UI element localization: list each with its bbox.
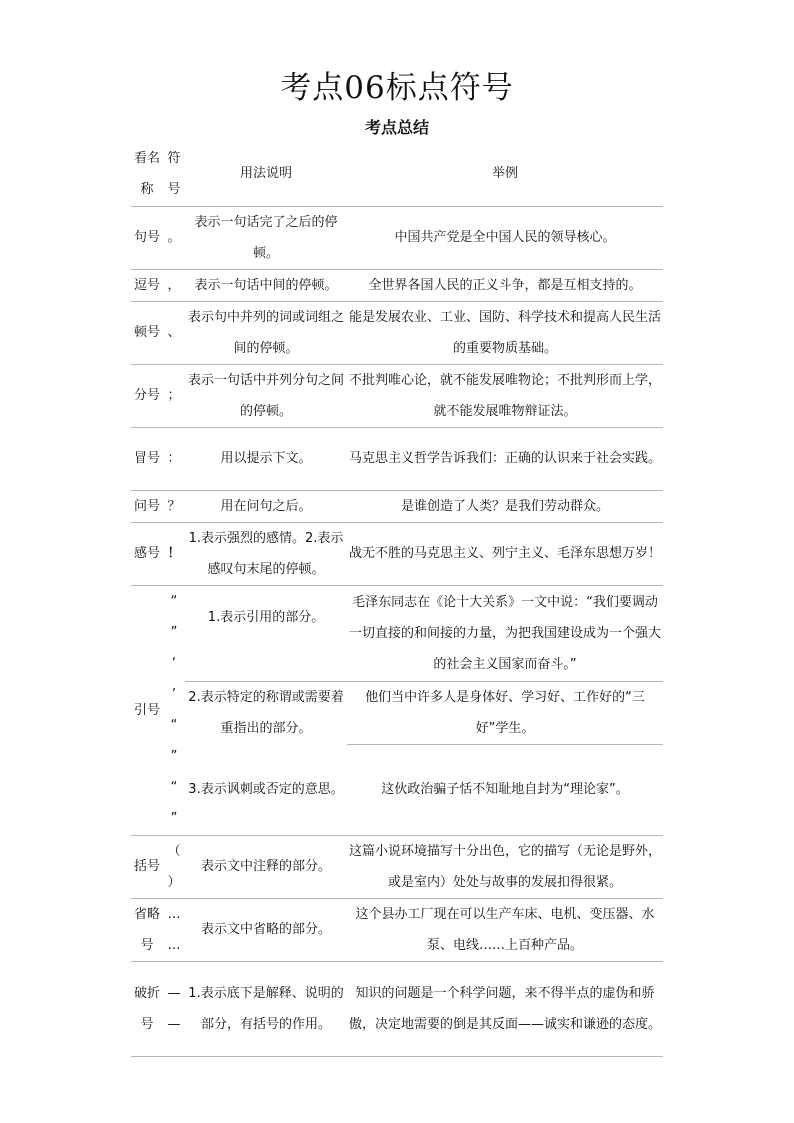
cell-symbol: ， (163, 269, 185, 301)
cell-name: 句号 (131, 206, 163, 269)
table-row (131, 898, 663, 961)
cell-example: 这伙政治骗子恬不知耻地自封为“理论家”。 (347, 744, 663, 835)
cell-name: 省略 号 (131, 898, 163, 961)
table-row (131, 301, 663, 364)
cell-example: 是谁创造了人类？是我们劳动群众。 (347, 490, 663, 522)
table-row (131, 522, 663, 585)
cell-usage: 用在问句之后。 (185, 490, 347, 522)
cell-example: 战无不胜的马克思主义、列宁主义、毛泽东思想万岁！ (347, 522, 663, 585)
table-row (131, 427, 663, 490)
table-row (131, 585, 663, 681)
cell-example: 他们当中许多人是身体好、学习好、工作好的“三好”学生。 (347, 681, 663, 744)
cell-example: 这篇小说环境描写十分出色，它的描写（无论是野外，或是室内）处处与故事的发展扣得很紧。 (347, 835, 663, 898)
cell-name: 引号 (131, 585, 163, 835)
table-row (131, 681, 663, 744)
cell-symbol: 。 (163, 206, 185, 269)
section-subtitle: 考点总结 (364, 118, 429, 137)
cell-example: 能是发展农业、工业、国防、科学技术和提高人民生活的重要物质基础。 (347, 301, 663, 364)
cell-usage: 2.表示特定的称谓或需要着重指出的部分。 (185, 681, 347, 744)
header-symbol: 符 号 (163, 142, 185, 206)
header-example: 举例 (347, 142, 663, 206)
cell-symbol: … … (163, 898, 185, 961)
cell-example: 全世界各国人民的正义斗争，都是互相支持的。 (347, 269, 663, 301)
cell-usage: 表示文中注释的部分。 (185, 835, 347, 898)
cell-symbol: “ ” ‘ ’ “ ” “ ” (163, 585, 185, 835)
cell-usage: 表示一句话中间的停顿。 (185, 269, 347, 301)
table-header-row (131, 142, 663, 206)
table-row (131, 206, 663, 269)
cell-symbol: — — (163, 961, 185, 1056)
table-row (131, 364, 663, 427)
cell-symbol: ： (163, 427, 185, 490)
cell-example: 毛泽东同志在《论十大关系》一文中说：“我们要调动一切直接的和间接的力量，为把我国建设成为一个强大的社会主义国家而奋斗。” (349, 594, 662, 672)
cell-usage: 表示文中省略的部分。 (185, 898, 347, 961)
cell-name: 括号 (131, 835, 163, 898)
cell-usage: 用以提示下文。 (185, 427, 347, 490)
cell-usage: 表示一句话中并列分句之间的停顿。 (185, 364, 347, 427)
cell-name: 冒号 (131, 427, 163, 490)
table-row (131, 490, 663, 522)
cell-usage: 3.表示讽刺或否定的意思。 (185, 744, 347, 835)
cell-usage: 表示句中并列的词或词组之间的停顿。 (185, 301, 347, 364)
cell-symbol: （ ） (163, 835, 185, 898)
cell-symbol: ？ (163, 490, 185, 522)
cell-symbol: 、 (163, 301, 185, 364)
cell-name: 感号 (131, 522, 163, 585)
cell-example: 知识的问题是一个科学问题，来不得半点的虚伪和骄傲，决定地需要的倒是其反面——诚实和谦逊的态度。 (347, 961, 663, 1056)
cell-name: 破折 号 (131, 961, 163, 1056)
cell-symbol: ； (163, 364, 185, 427)
cell-usage: 1.表示底下是解释、说明的部分，有括号的作用。 (185, 961, 347, 1056)
table-row (131, 961, 663, 1056)
header-name: 看名 称 (131, 142, 163, 206)
header-usage: 用法说明 (185, 142, 347, 206)
page-title: 考点06标点符号 (280, 70, 514, 106)
cell-name: 问号 (131, 490, 163, 522)
cell-usage: 1.表示引用的部分。 (207, 609, 325, 625)
cell-name: 逗号 (131, 269, 163, 301)
cell-usage: 1.表示强烈的感情。2.表示感叹句末尾的停顿。 (185, 522, 347, 585)
table-row (131, 269, 663, 301)
punctuation-table (131, 142, 663, 1057)
cell-name: 分号 (131, 364, 163, 427)
table-row (131, 835, 663, 898)
cell-example: 中国共产党是全中国人民的领导核心。 (347, 206, 663, 269)
cell-example: 不批判唯心论，就不能发展唯物论；不批判形而上学，就不能发展唯物辩证法。 (347, 364, 663, 427)
cell-example: 这个县办工厂现在可以生产车床、电机、变压器、水泵、电线……上百种产品。 (347, 898, 663, 961)
cell-name: 顿号 (131, 301, 163, 364)
cell-usage: 表示一句话完了之后的停顿。 (185, 206, 347, 269)
table-row (131, 744, 663, 835)
cell-symbol: ！ (163, 522, 185, 585)
cell-example: 马克思主义哲学告诉我们：正确的认识来于社会实践。 (347, 427, 663, 490)
